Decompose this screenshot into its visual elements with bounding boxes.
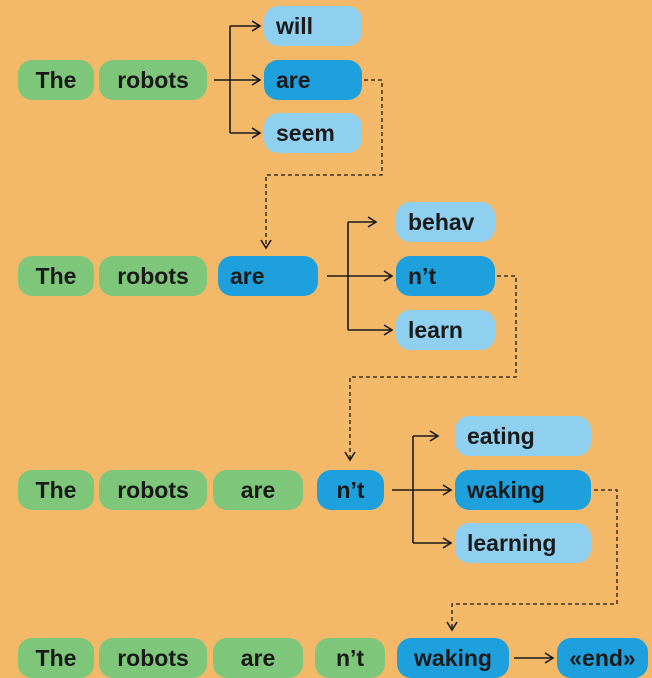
- candidate-token: learning: [455, 523, 591, 563]
- step-1-branch-arrows: [214, 26, 260, 133]
- prefix-token: robots: [99, 638, 207, 678]
- candidate-token: seem: [264, 113, 362, 153]
- step-2-branch-arrows: [327, 222, 392, 330]
- candidate-token: eating: [455, 416, 591, 456]
- selected-token: waking: [455, 470, 591, 510]
- candidate-token: behav: [396, 202, 495, 242]
- step-3-branch-arrows: [392, 436, 451, 543]
- prefix-token: robots: [99, 60, 207, 100]
- selected-prefix-token: waking: [397, 638, 509, 678]
- selected-prefix-token: n’t: [317, 470, 384, 510]
- end-token: «end»: [557, 638, 648, 678]
- candidate-token: will: [264, 6, 362, 46]
- selected-token: n’t: [396, 256, 495, 296]
- prefix-token: are: [213, 638, 303, 678]
- prefix-token: n’t: [315, 638, 385, 678]
- prefix-token: The: [18, 60, 94, 100]
- prefix-token: are: [213, 470, 303, 510]
- prefix-token: The: [18, 470, 94, 510]
- prefix-token: The: [18, 256, 94, 296]
- prefix-token: The: [18, 638, 94, 678]
- prefix-token: robots: [99, 470, 207, 510]
- selected-token: are: [264, 60, 362, 100]
- candidate-token: learn: [396, 310, 495, 350]
- selected-prefix-token: are: [218, 256, 318, 296]
- prefix-token: robots: [99, 256, 207, 296]
